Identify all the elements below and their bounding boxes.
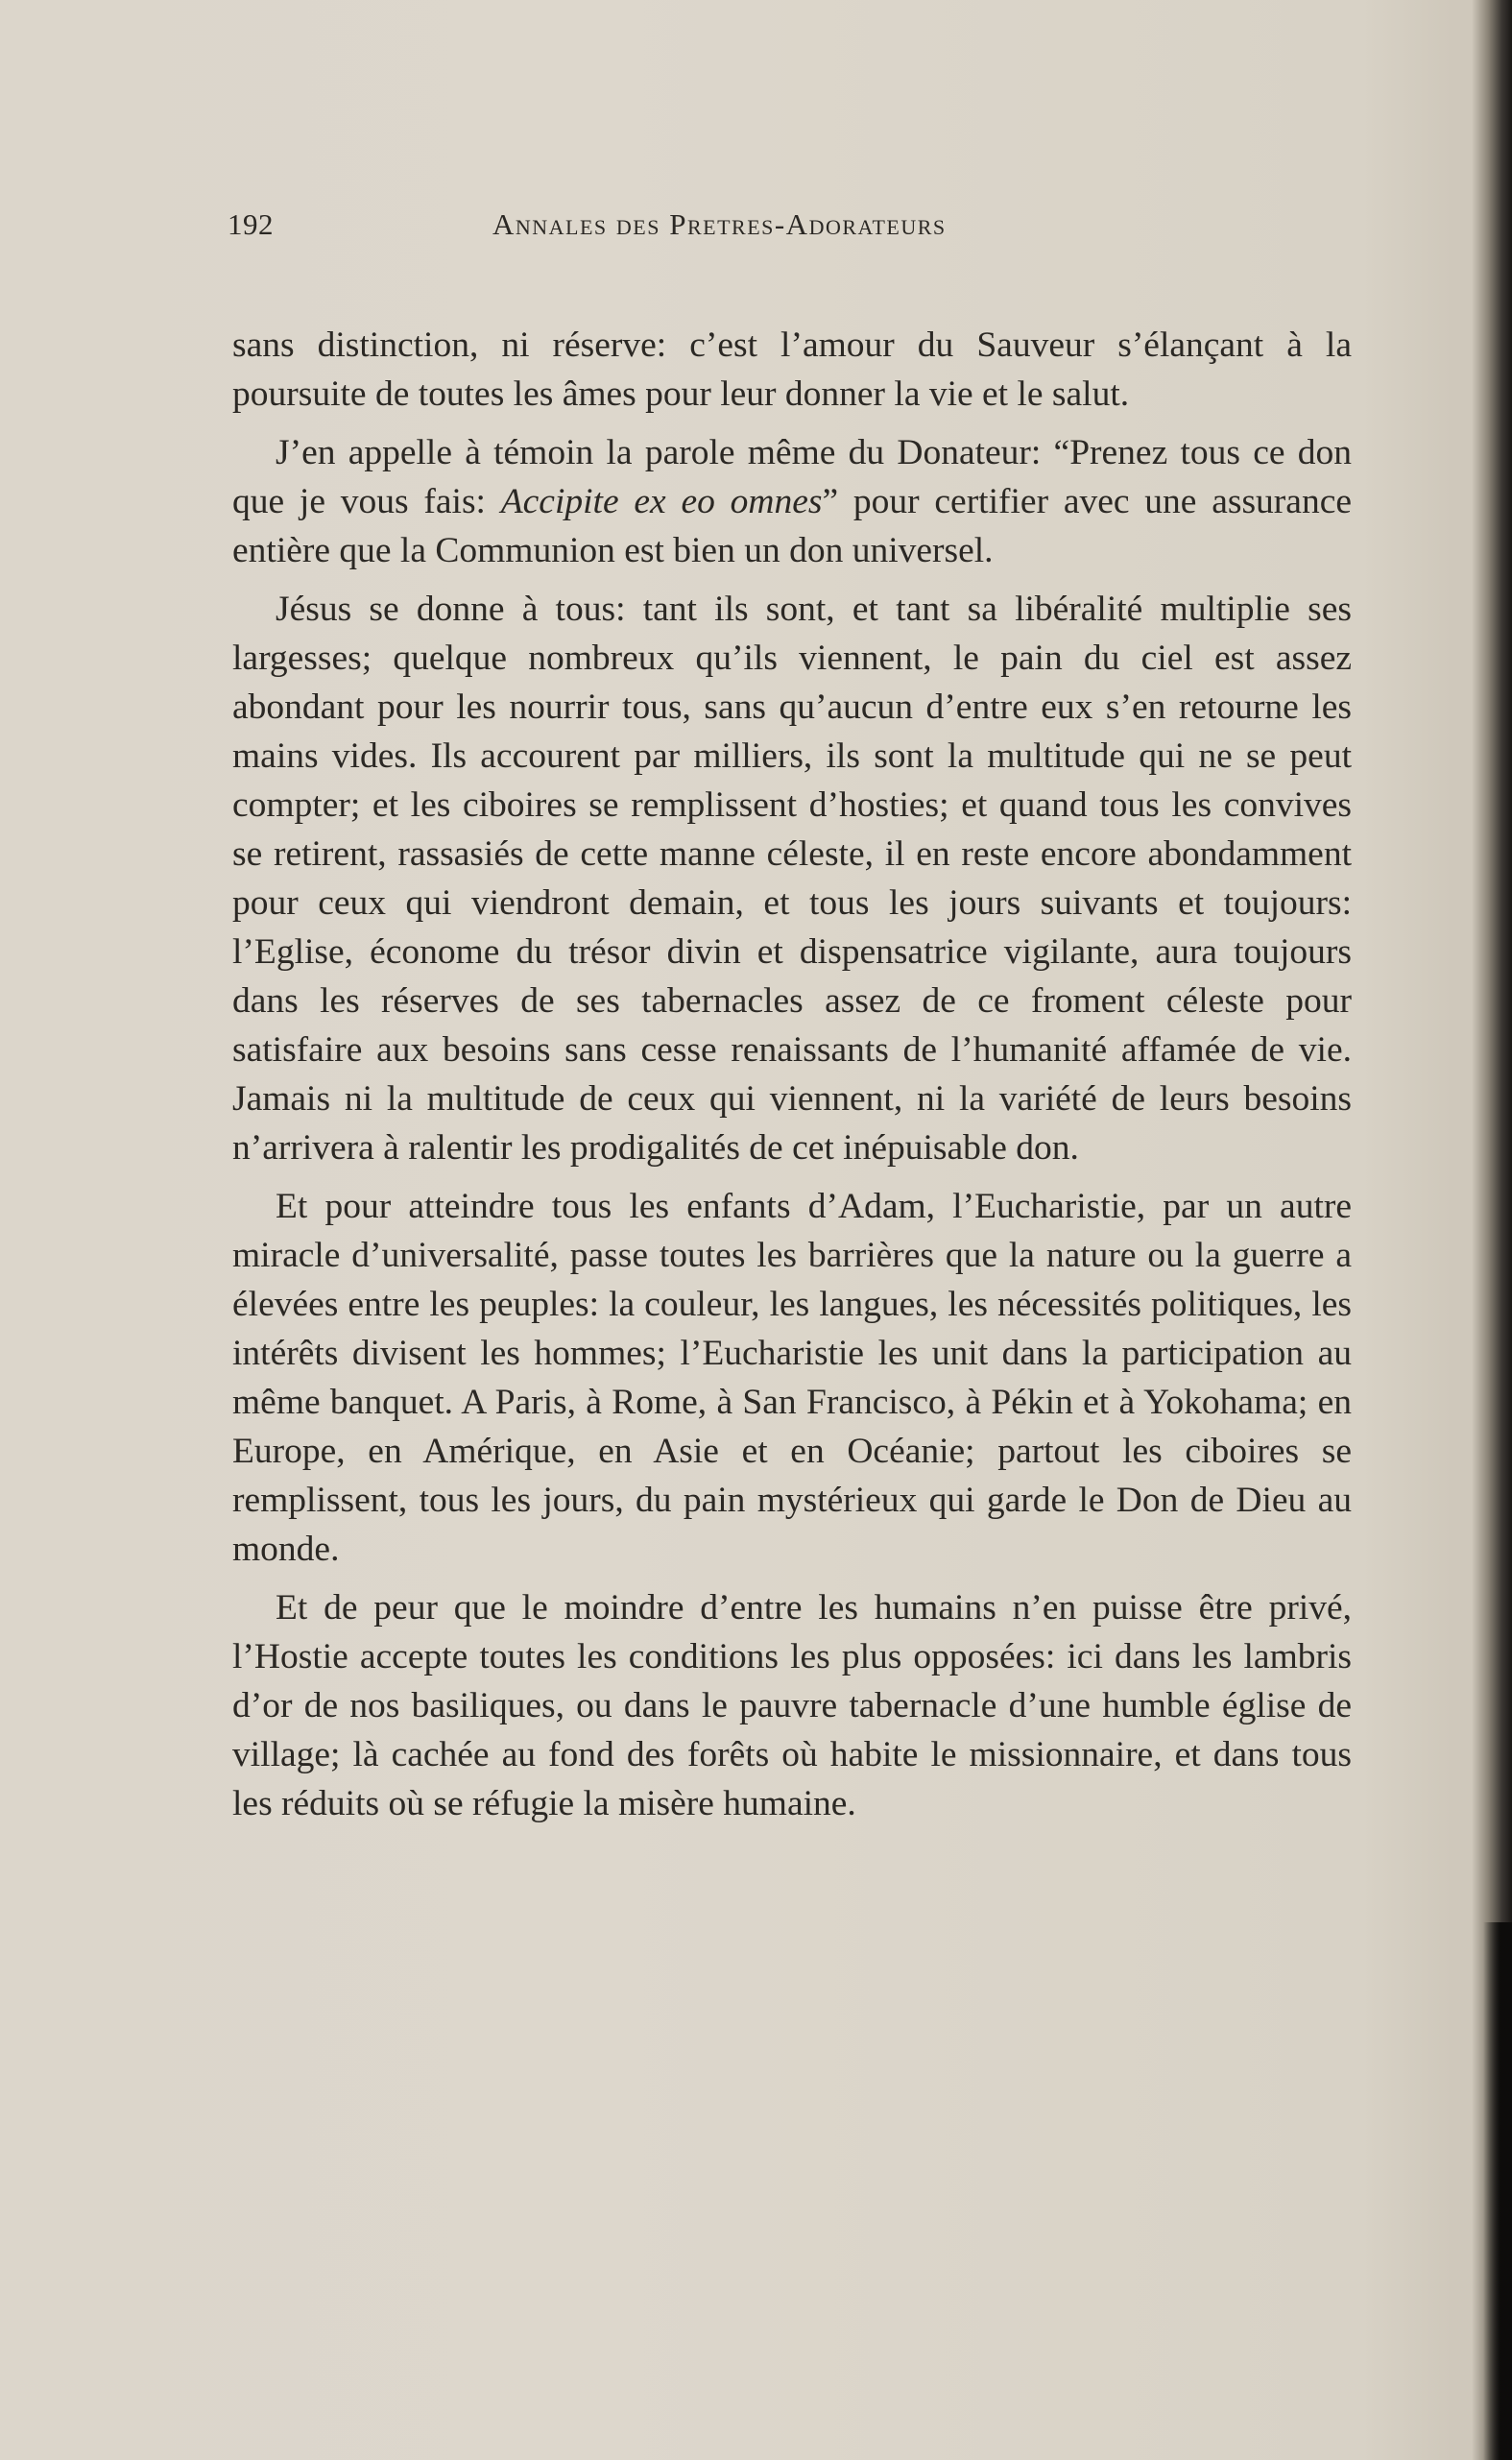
paragraph-5: Et de peur que le moindre d’entre les humains n’en puisse être privé, l’Hostie accepte toutes les conditions les plus opposées: ici dans les lambris d’or de nos basiliques, ou dans le pauvre tabernacle d’une humble église de village; là cachée au fond des forêts où habite le missionnaire, et dans tous les réduits où se réfugie la misère humaine. — [232, 1588, 1352, 1823]
paragraph-4: Et pour atteindre tous les enfants d’Adam, l’Eucharistie, par un autre miracle d’universalité, passe toutes les barrières que la nature ou la guerre a élevées entre les peuples: la couleur, les langues, les nécessités politiques, les intérêts divisent les hommes; l’Eucharistie les unit dans la participation au même banquet. A Paris, à Rome, à San Francisco, à Pékin et à Yokohama; en Europe, en Amérique, en Asie et en Océanie; partout les ciboires se remplissent, tous les jours, du pain mystérieux qui garde le Don de Dieu au monde. — [232, 1187, 1352, 1569]
page-header — [228, 207, 1353, 250]
paragraph-3: Jésus se donne à tous: tant ils sont, et tant sa libéralité multiplie ses largesses; quelque nombreux qu’ils viennent, le pain du ciel est assez abondant pour les nourrir tous, sans qu’aucun d’entre eux s’en retourne les mains vides. Ils accourent par milliers, ils sont la multitude qui ne se peut compter; et les ciboires se remplissent d’hosties; et quand tous les convives se retirent, rassasiés de cette manne céleste, il en reste encore abondamment pour ceux qui viendront demain, et tous les jours suivants et toujours: l’Eglise, économe du trésor divin et dispensatrice vigilante, aura toujours dans les réserves de ses tabernacles assez de ce froment céleste pour satisfaire aux besoins sans cesse renaissants de l’humanité affamée de vie. Jamais ni la multitude de ceux qui viennent, ni la variété de leurs besoins n’arrivera à ralentir les prodigalités de cet inépuisable don. — [232, 590, 1352, 1168]
latin-quote: Accipite ex eo omnes — [500, 482, 823, 521]
paragraph-2-before: J’en appelle à témoin la parole même du Donateur: “Prenez tous ce don que je vous fais: — [232, 433, 1352, 521]
paragraph-2 — [232, 428, 1352, 575]
body-text — [232, 321, 1352, 1838]
page-number: 192 — [228, 207, 274, 241]
page-edge-dark — [1483, 1922, 1512, 2460]
paragraph-1: sans distinction, ni réserve: c’est l’amour du Sauveur s’élançant à la poursuite de toutes les âmes pour leur donner la vie et le salut. — [232, 326, 1352, 414]
paragraph-2-after: ” pour certifier avec une assurance entière que la Communion est bien un don universel. — [232, 482, 1352, 570]
running-head: Annales des Pretres-Adorateurs — [492, 207, 947, 241]
